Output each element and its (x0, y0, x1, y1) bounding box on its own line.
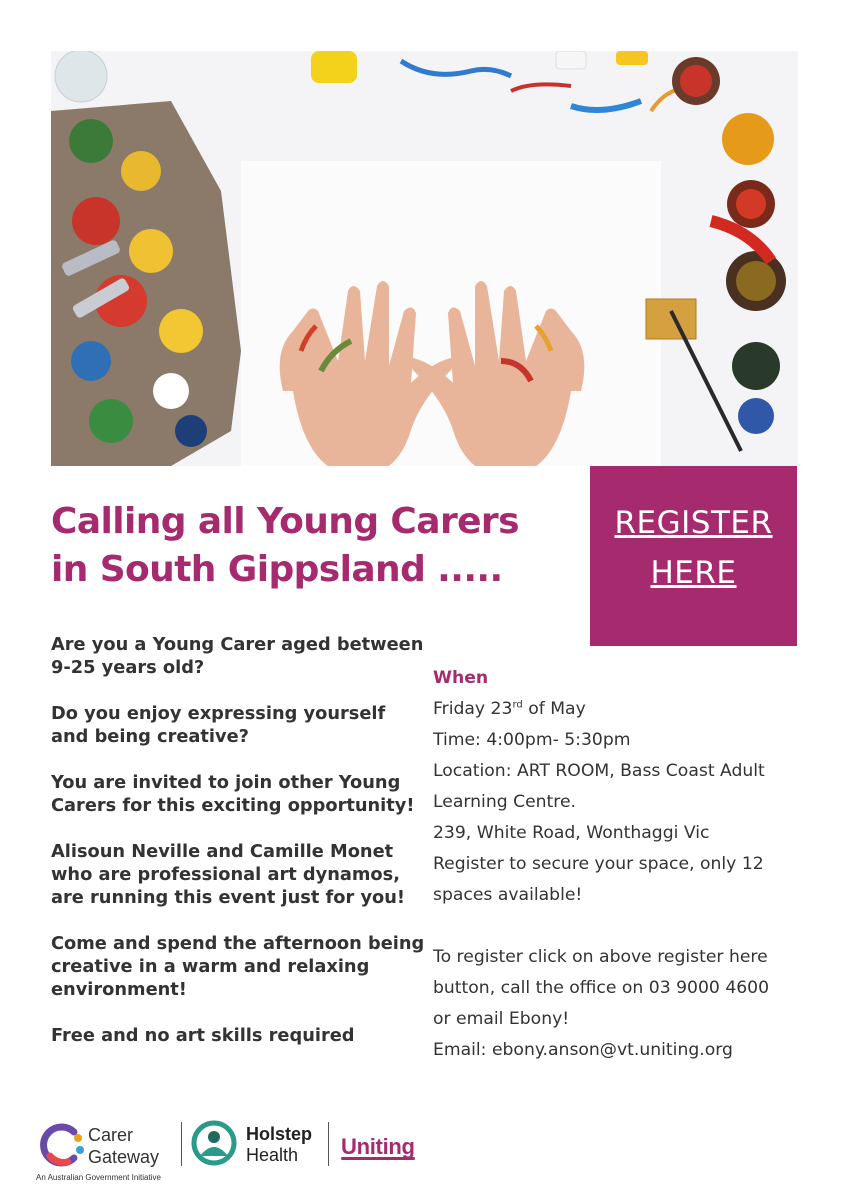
register-button-line1: REGISTER (614, 505, 773, 541)
date-rest: of May (522, 699, 586, 719)
holstep-line1: Holstep (246, 1124, 313, 1144)
intro-paragraph: You are invited to join other Young Carers for this exciting opportunity! (51, 772, 415, 816)
event-time: Time: 4:00pm- 5:30pm (433, 730, 631, 750)
holstep-health-text (246, 1124, 312, 1166)
contact-line3: or email Ebony! (433, 1009, 570, 1029)
carer-gateway-icon (38, 1122, 84, 1168)
spacer (433, 911, 823, 942)
holstep-health-icon (191, 1120, 237, 1166)
holstep-line2: Health (246, 1145, 299, 1165)
register-button-line2: HERE (650, 555, 737, 591)
email-link[interactable]: Email: ebony.anson@vt.uniting.org (433, 1040, 733, 1060)
contact-line1: To register click on above register here (433, 947, 768, 967)
logo-divider (181, 1122, 182, 1166)
intro-paragraph: Do you enjoy expressing yourself and being creative? (51, 703, 386, 747)
event-location-line1: Location: ART ROOM, Bass Coast Adult (433, 761, 765, 781)
art-table-illustration (51, 51, 798, 466)
carer-gateway-line1: Carer (88, 1125, 134, 1145)
logo-divider (328, 1122, 329, 1166)
title-line1: Calling all Young Carers (51, 501, 519, 542)
register-note-line1: Register to secure your space, only 12 (433, 854, 764, 874)
intro-paragraph: Free and no art skills required (51, 1025, 355, 1046)
carer-gateway-logo (36, 1118, 186, 1184)
carer-gateway-line2: Gateway (88, 1147, 160, 1167)
event-location-line2: Learning Centre. (433, 792, 577, 812)
intro-paragraph: Are you a Young Carer aged between 9-25 years old? (51, 634, 424, 678)
uniting-logo: Uniting (341, 1134, 415, 1159)
contact-line2: button, call the office on 03 9000 4600 (433, 978, 770, 998)
date-prefix: Friday 23 (433, 699, 513, 719)
register-note-line2: spaces available! (433, 885, 583, 905)
intro-paragraph: Alisoun Neville and Camille Monet who are professional art dynamos, are running this event just for you! (51, 841, 406, 908)
title-line2: in South Gippsland ..... (51, 549, 503, 590)
event-date (433, 694, 823, 725)
event-details (433, 663, 823, 1066)
event-address: 239, White Road, Wonthaggi Vic (433, 823, 710, 843)
page-title (51, 498, 586, 594)
footer-logos (36, 1118, 456, 1188)
date-suffix: rd (512, 699, 523, 711)
register-here-button[interactable] (590, 466, 797, 646)
carer-gateway-subtitle: An Australian Government Initiative (36, 1173, 161, 1182)
intro-text (51, 633, 426, 1047)
intro-paragraph: Come and spend the afternoon being creative in a warm and relaxing environment! (51, 933, 425, 1000)
hero-image (51, 51, 798, 466)
when-heading: When (433, 668, 489, 688)
holstep-health-logo (191, 1118, 331, 1168)
carer-gateway-text (88, 1124, 159, 1168)
